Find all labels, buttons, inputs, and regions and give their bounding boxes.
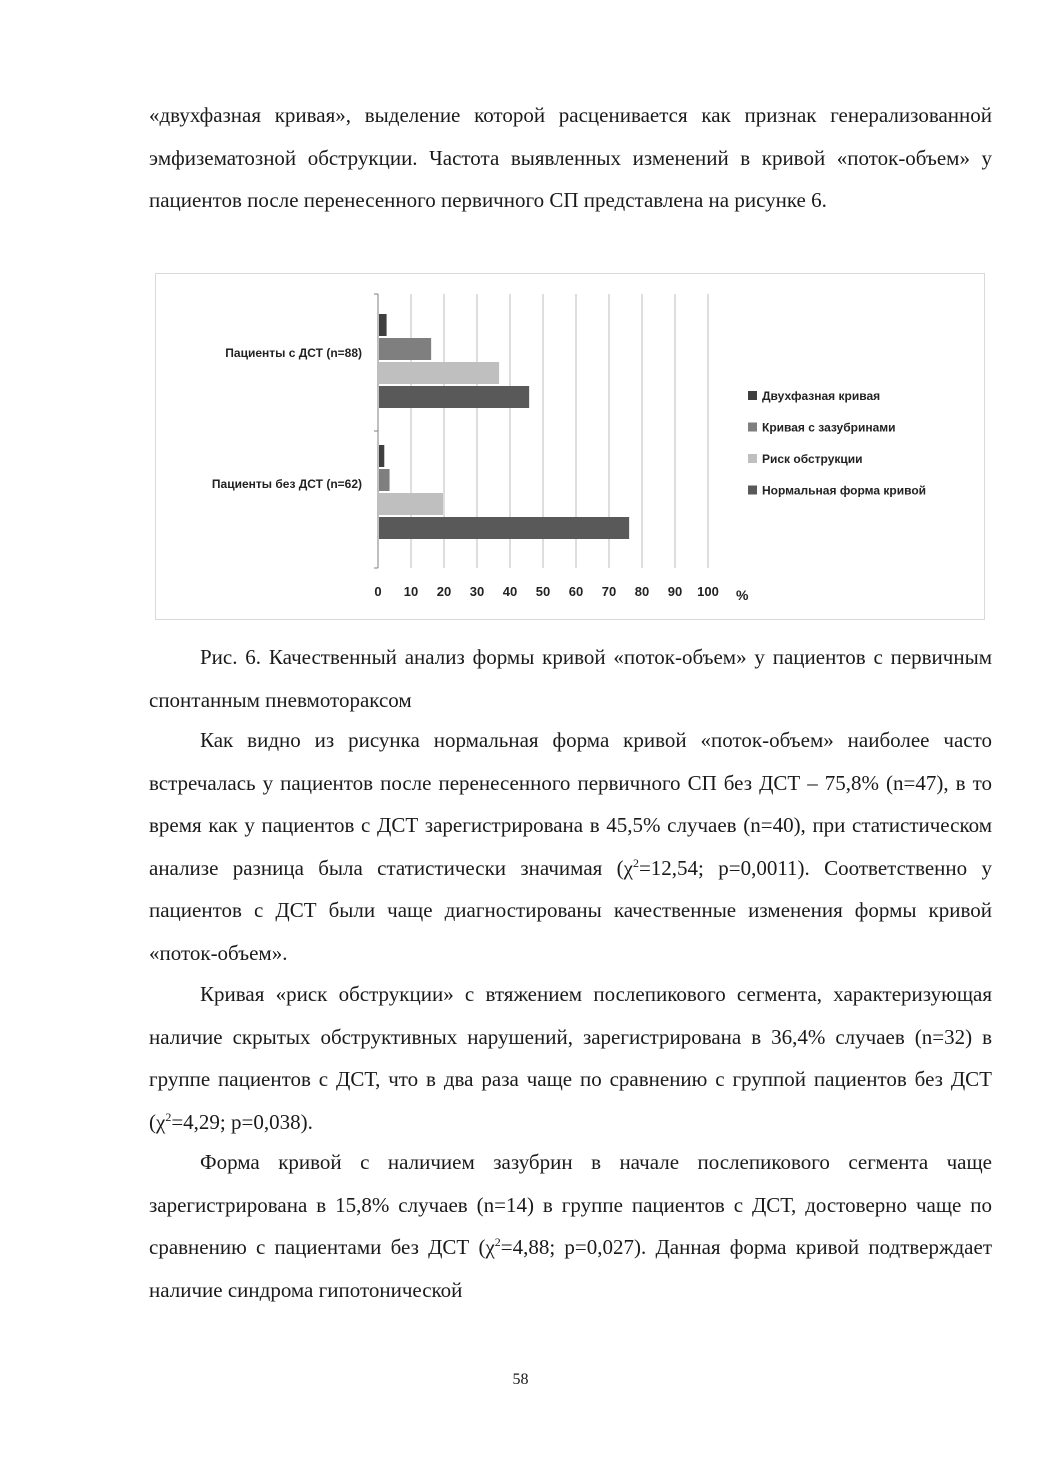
bar xyxy=(379,314,387,336)
legend-swatch xyxy=(748,486,757,495)
page-number: 58 xyxy=(512,1371,529,1388)
bar xyxy=(379,362,499,384)
x-tick-label: 100 xyxy=(697,584,719,599)
legend-label: Риск обструкции xyxy=(762,452,863,466)
category-label: Пациенты с ДСТ (n=88) xyxy=(225,346,362,360)
x-tick-label: 50 xyxy=(535,584,551,599)
paragraph-text: =12,54; p=0,0011). Соответственно у пациентов с ДСТ были чаще диагностированы качественные изменения формы кривой «поток-объем». xyxy=(149,855,992,965)
x-tick-label: 70 xyxy=(601,584,617,599)
legend-swatch xyxy=(748,423,757,432)
bar xyxy=(379,338,431,360)
bar xyxy=(379,517,629,539)
legend-swatch xyxy=(748,391,757,400)
paragraph-text: Как видно из рисунка нормальная форма кривой «поток-объем» наиболее часто встречалась у пациентов после перенесенного первичного СП без ДСТ – 75,8% (n=47), в то время как у пациентов с ДСТ зарегистрирована в 45,5% случаев (n=40), при статистическом анализе разница была статистически значимая (χ xyxy=(149,728,992,880)
superscript: 2 xyxy=(632,855,639,870)
bar xyxy=(379,386,529,408)
superscript: 2 xyxy=(494,1235,501,1249)
category-label: Пациенты без ДСТ (n=62) xyxy=(211,477,362,491)
x-tick-label: 40 xyxy=(502,584,518,599)
x-tick-label: 80 xyxy=(634,584,650,599)
paragraph-serrated-curve xyxy=(149,1141,992,1311)
bar-chart xyxy=(156,274,984,619)
paragraph-text: =4,88; p=0,027). Данная форма кривой подтверждает наличие синдрома гипотонической xyxy=(149,1235,992,1302)
x-tick-label: 20 xyxy=(436,584,452,599)
legend-label: Кривая с зазубринами xyxy=(762,420,896,435)
x-tick-label: 0 xyxy=(374,584,382,599)
x-unit-label: % xyxy=(736,587,749,603)
paragraph-obstruction-risk xyxy=(149,973,992,1143)
legend-label: Двухфазная кривая xyxy=(762,389,881,403)
legend-swatch xyxy=(748,454,757,463)
x-tick-label: 60 xyxy=(568,584,584,599)
intro-paragraph: «двухфазная кривая», выделение которой расценивается как признак генерализованной эмфизематозной обструкции. Частота выявленных изменений в кривой «поток-объем» у пациентов после перенесенного первичного СП представлена на рисунке 6. xyxy=(149,103,992,212)
bar xyxy=(379,469,390,491)
paragraph-normal-curve xyxy=(149,719,992,974)
legend-label: Нормальная форма кривой xyxy=(762,483,927,498)
bar xyxy=(379,493,443,515)
x-tick-label: 10 xyxy=(403,584,419,599)
paragraph-text: Кривая «риск обструкции» с втяжением послепикового сегмента, характеризующая наличие скрытых обструктивных нарушений, зарегистрирована в 36,4% случаев (n=32) в группе пациентов с ДСТ, что в два раза чаще по сравнению с группой пациентов без ДСТ (χ xyxy=(149,982,992,1134)
x-tick-label: 30 xyxy=(469,584,485,599)
figure-6-chart xyxy=(155,273,985,620)
x-tick-label: 90 xyxy=(667,584,683,599)
paragraph-text: Форма кривой с наличием зазубрин в начале послепикового сегмента чаще зарегистрирована в 15,8% случаев (n=14) в группе пациентов с ДСТ, достоверно чаще по сравнению с пациентами без ДСТ (χ xyxy=(149,1150,992,1259)
superscript: 2 xyxy=(165,1109,172,1124)
paragraph-text: =4,29; p=0,038). xyxy=(171,1109,313,1134)
figure-caption: Рис. 6. Качественный анализ формы кривой «поток-объем» у пациентов с первичным спонтанным пневмотораксом xyxy=(149,645,992,712)
bar xyxy=(379,445,384,467)
